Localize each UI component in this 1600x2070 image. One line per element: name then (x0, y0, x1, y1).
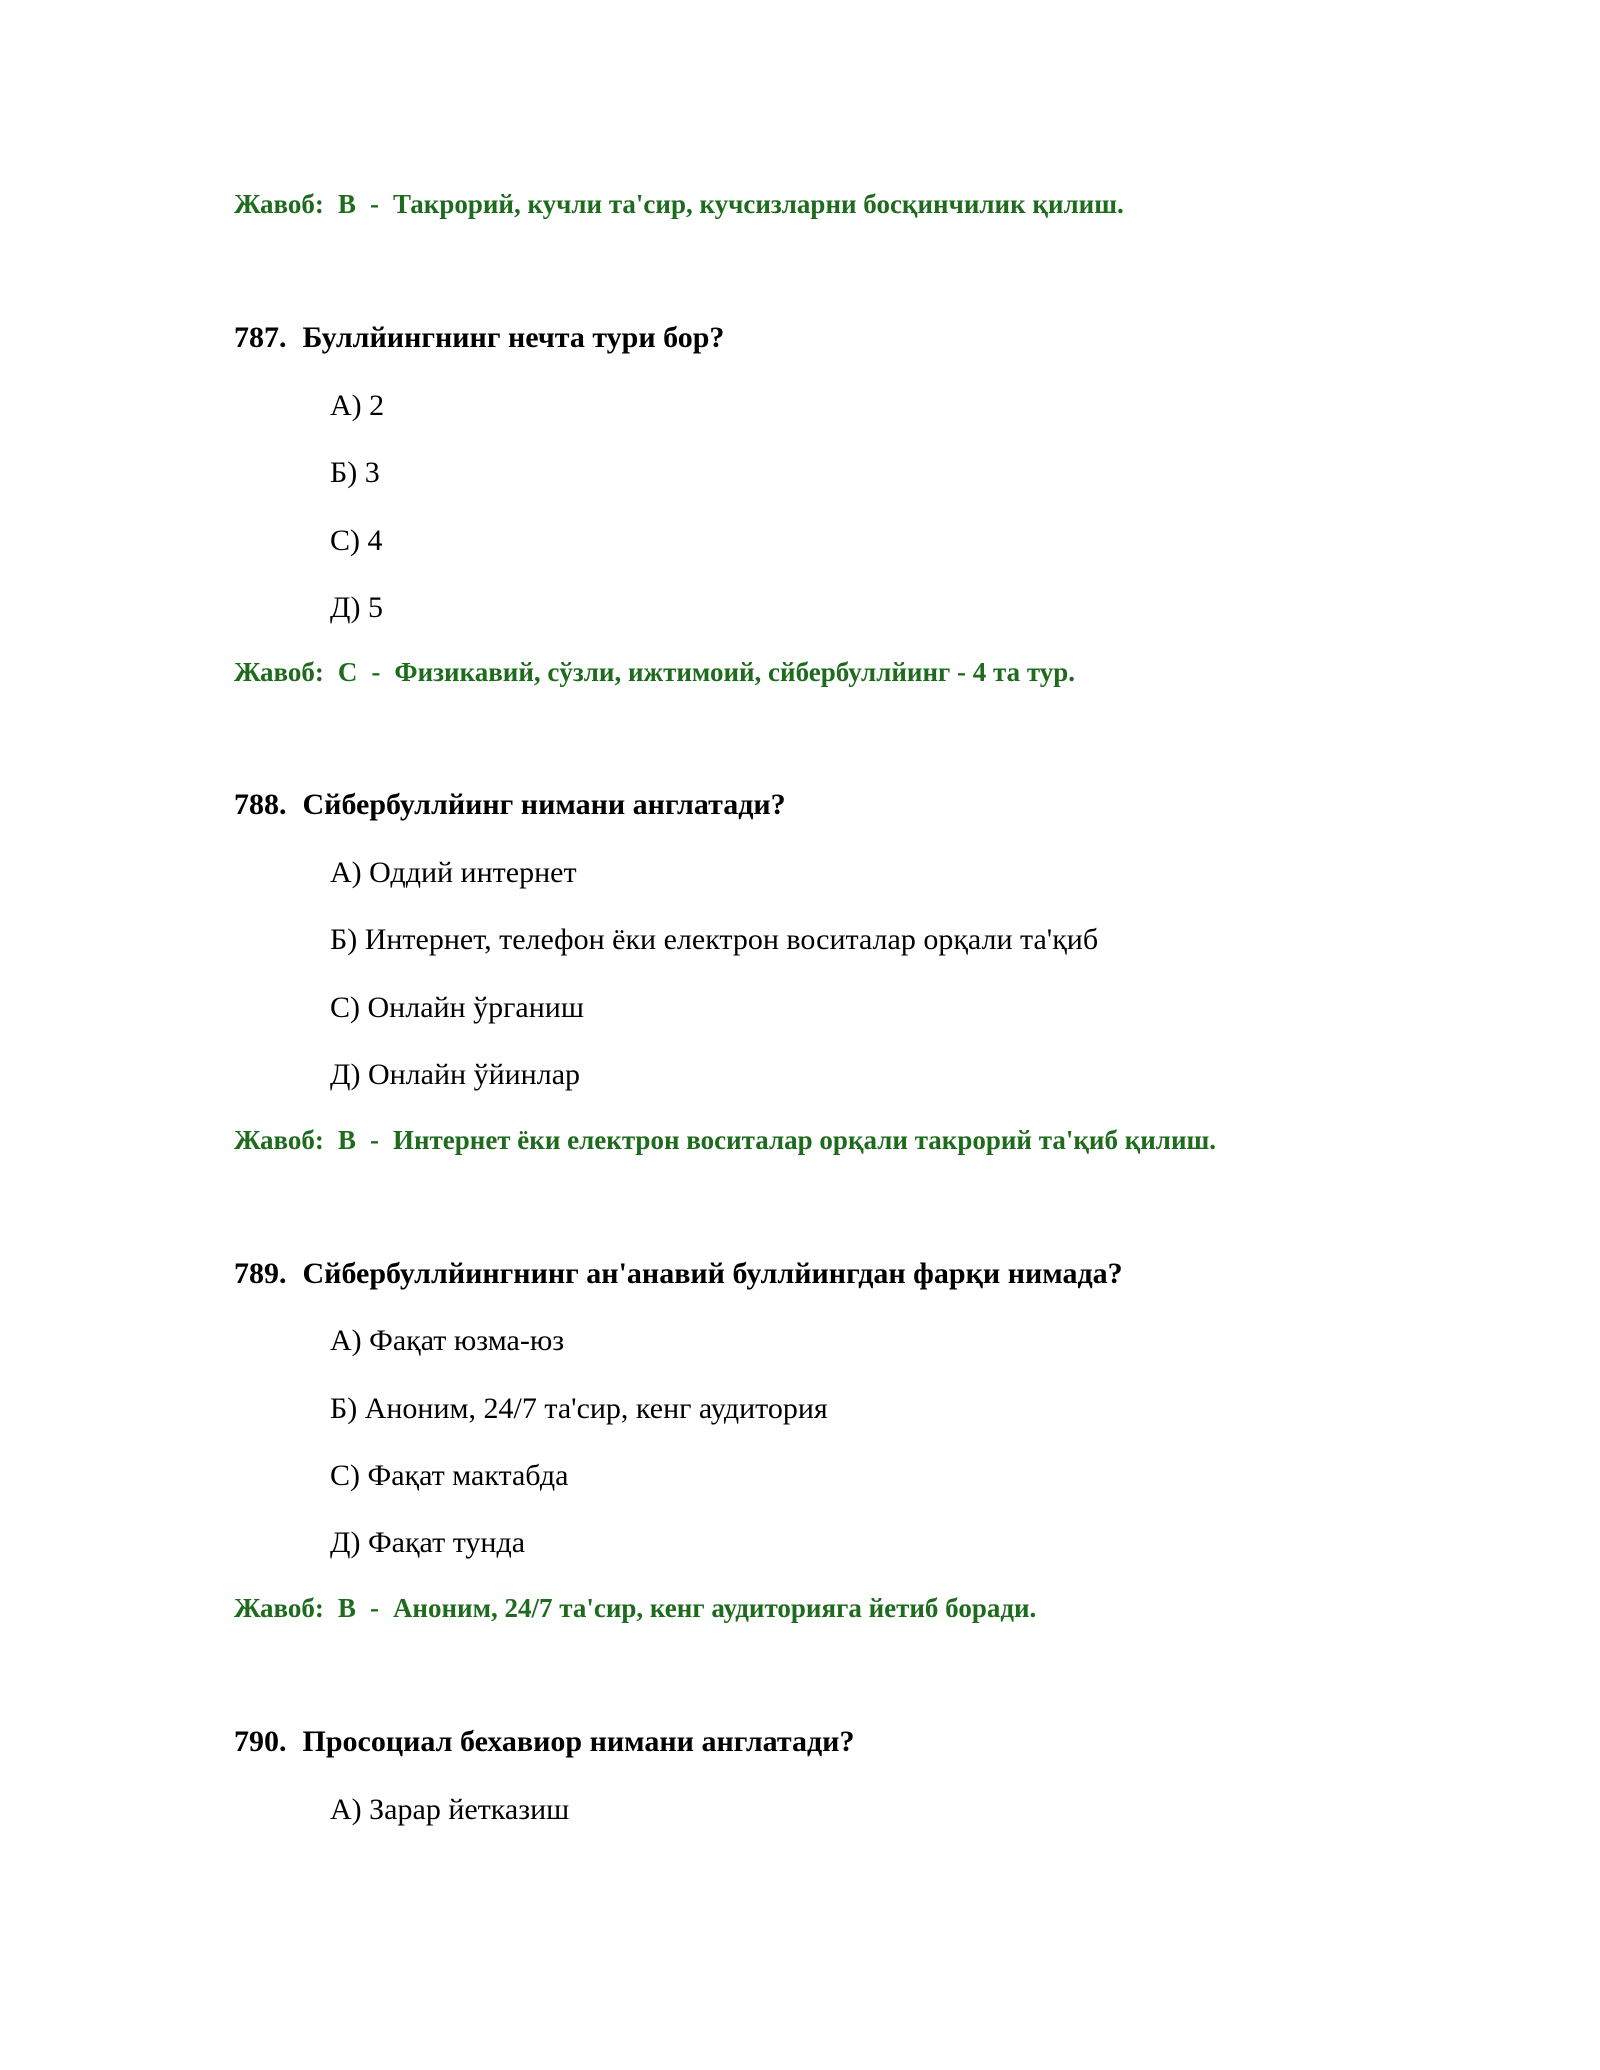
answer-text: Физикавий, сўзли, ижтимоий, сйбербуллйинг - 4 та тур. (394, 657, 1076, 687)
question-text: Буллйингнинг нечта тури бор? (302, 321, 725, 354)
answer-label: Жавоб: (234, 1125, 324, 1155)
question-number: 789. (234, 1257, 287, 1290)
option-790-a: A) Зарар йетказиш (330, 1793, 570, 1826)
question-number: 790. (234, 1725, 287, 1758)
answer-letter: B (337, 1125, 356, 1155)
answer-text: Аноним, 24/7 та'сир, кенг аудиторияга йетиб боради. (392, 1593, 1037, 1623)
answer-dash: - (369, 189, 379, 219)
answer-text: Интернет ёки електрон воситалар орқали такрорий та'қиб қилиш. (392, 1125, 1217, 1155)
answer-label: Жавоб: (234, 189, 324, 219)
option-789-c: C) Фақат мактабда (330, 1459, 569, 1492)
option-787-d: Д) 5 (330, 591, 383, 624)
question-790 (234, 1724, 854, 1760)
answer-letter: B (337, 1593, 356, 1623)
question-number: 787. (234, 321, 287, 354)
answer-line-787 (234, 656, 1075, 688)
option-787-b: Б) 3 (330, 456, 380, 489)
answer-line-789 (234, 1592, 1036, 1624)
question-text: Сйбербуллйинг нимани англатади? (302, 788, 786, 821)
answer-text: Такрорий, кучли та'сир, кучсизларни босқинчилик қилиш. (392, 189, 1124, 219)
option-788-c: C) Онлайн ўрганиш (330, 991, 584, 1024)
option-789-d: Д) Фақат тунда (330, 1526, 526, 1559)
answer-dash: - (369, 1125, 379, 1155)
answer-letter: C (337, 657, 358, 687)
option-788-b: Б) Интернет, телефон ёки електрон воситалар орқали та'қиб (330, 923, 1099, 956)
answer-line-786 (234, 188, 1124, 220)
option-787-a: A) 2 (330, 389, 385, 422)
answer-letter: B (337, 189, 356, 219)
answer-line-788 (234, 1124, 1216, 1156)
question-789 (234, 1256, 1123, 1292)
option-788-a: A) Оддий интернет (330, 856, 577, 889)
question-787 (234, 320, 724, 356)
option-789-b: Б) Аноним, 24/7 та'сир, кенг аудитория (330, 1392, 828, 1425)
answer-dash: - (371, 657, 381, 687)
answer-dash: - (369, 1593, 379, 1623)
answer-label: Жавоб: (234, 1593, 324, 1623)
question-text: Просоциал бехавиор нимани англатади? (302, 1725, 855, 1758)
question-number: 788. (234, 788, 287, 821)
question-text: Сйбербуллйингнинг ан'анавий буллйингдан фарқи нимада? (302, 1257, 1123, 1290)
option-789-a: A) Фақат юзма-юз (330, 1324, 565, 1357)
option-787-c: C) 4 (330, 524, 383, 557)
answer-label: Жавоб: (234, 657, 324, 687)
option-788-d: Д) Онлайн ўйинлар (330, 1058, 581, 1091)
question-788 (234, 787, 786, 823)
